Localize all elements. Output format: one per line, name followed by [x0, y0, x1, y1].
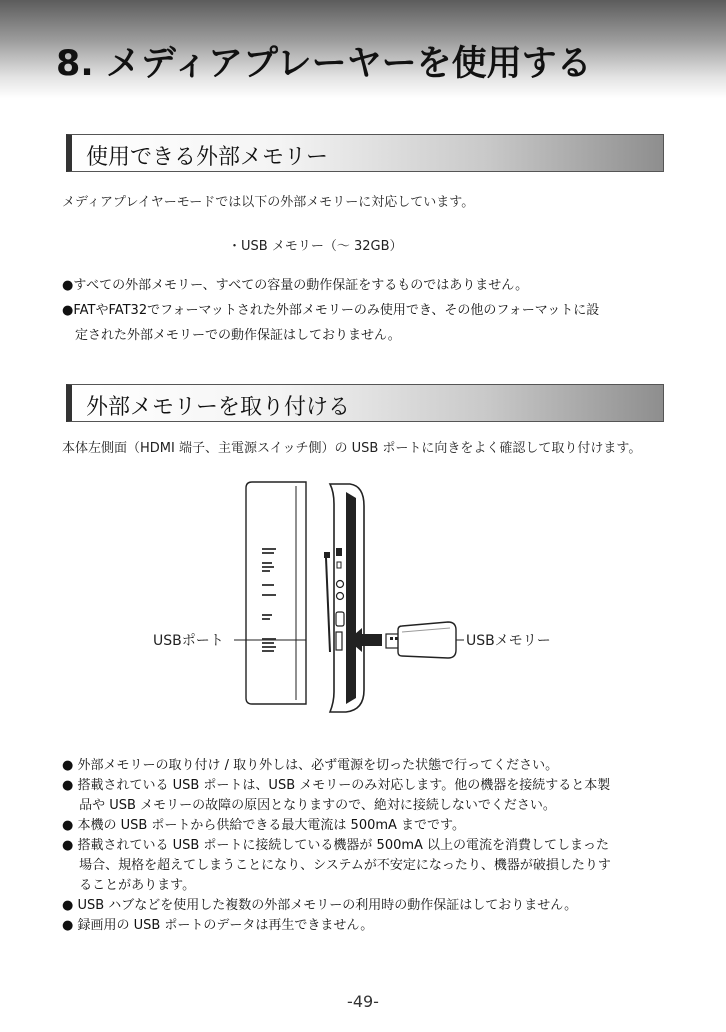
- note-item: ●FATやFAT32でフォーマットされた外部メモリーのみ使用でき、その他のフォーマットに設: [62, 303, 600, 318]
- note-item: ● 搭載されている USB ポートに接続している機器が 500mA 以上の電流を消費してしまった: [62, 838, 610, 853]
- section-heading-attach-memory: [66, 384, 664, 422]
- usb-port-slot: [336, 632, 342, 650]
- device-usb-illustration: [150, 472, 570, 722]
- usb-stick-icon: [386, 622, 456, 658]
- page-header: [0, 0, 726, 98]
- note-item: ることがあります。: [62, 878, 196, 893]
- section2-intro: 本体左側面（HDMI 端子、主電源スイッチ側）の USB ポートに向きをよく確認して取り付けます。: [62, 441, 642, 456]
- device-back-panel: [246, 482, 306, 704]
- note-item: ● 録画用の USB ポートのデータは再生できません。: [62, 918, 374, 933]
- note-item: 場合、規格を超えてしまうことになり、システムが不安定になったり、機器が破損したりす: [62, 858, 611, 873]
- section-heading-supported-memory: [66, 134, 664, 172]
- note-item: ●すべての外部メモリー、すべての容量の動作保証をするものではありません。: [62, 278, 529, 293]
- section1-intro: メディアプレイヤーモードでは以下の外部メモリーに対応しています。: [62, 195, 475, 210]
- note-item: ● 外部メモリーの取り付け / 取り外しは、必ず電源を切った状態で行ってください。: [62, 758, 559, 773]
- usb-port-label: USBポート: [153, 633, 224, 649]
- note-item: ● 搭載されている USB ポートは、USB メモリーのみ対応します。他の機器を接続すると本製: [62, 778, 611, 793]
- page-title: 8. メディアプレーヤーを使用する: [56, 44, 592, 84]
- section-heading-text: 外部メモリーを取り付ける: [86, 395, 351, 420]
- usb-memory-label: USBメモリー: [466, 633, 551, 649]
- port-dot: [336, 548, 342, 556]
- supported-memory-item: ・USB メモリー（～ 32GB）: [228, 239, 403, 254]
- note-item: 定された外部メモリーでの動作保証はしておりません。: [62, 328, 401, 343]
- note-item: 品や USB メモリーの故障の原因となりますので、絶対に接続しないでください。: [62, 798, 556, 813]
- note-item: ● USB ハブなどを使用した複数の外部メモリーの利用時の動作保証はしておりません。: [62, 898, 578, 913]
- note-item: ● 本機の USB ポートから供給できる最大電流は 500mA までです。: [62, 818, 466, 833]
- section-heading-text: 使用できる外部メモリー: [86, 145, 329, 170]
- page-number: -49-: [347, 992, 379, 1011]
